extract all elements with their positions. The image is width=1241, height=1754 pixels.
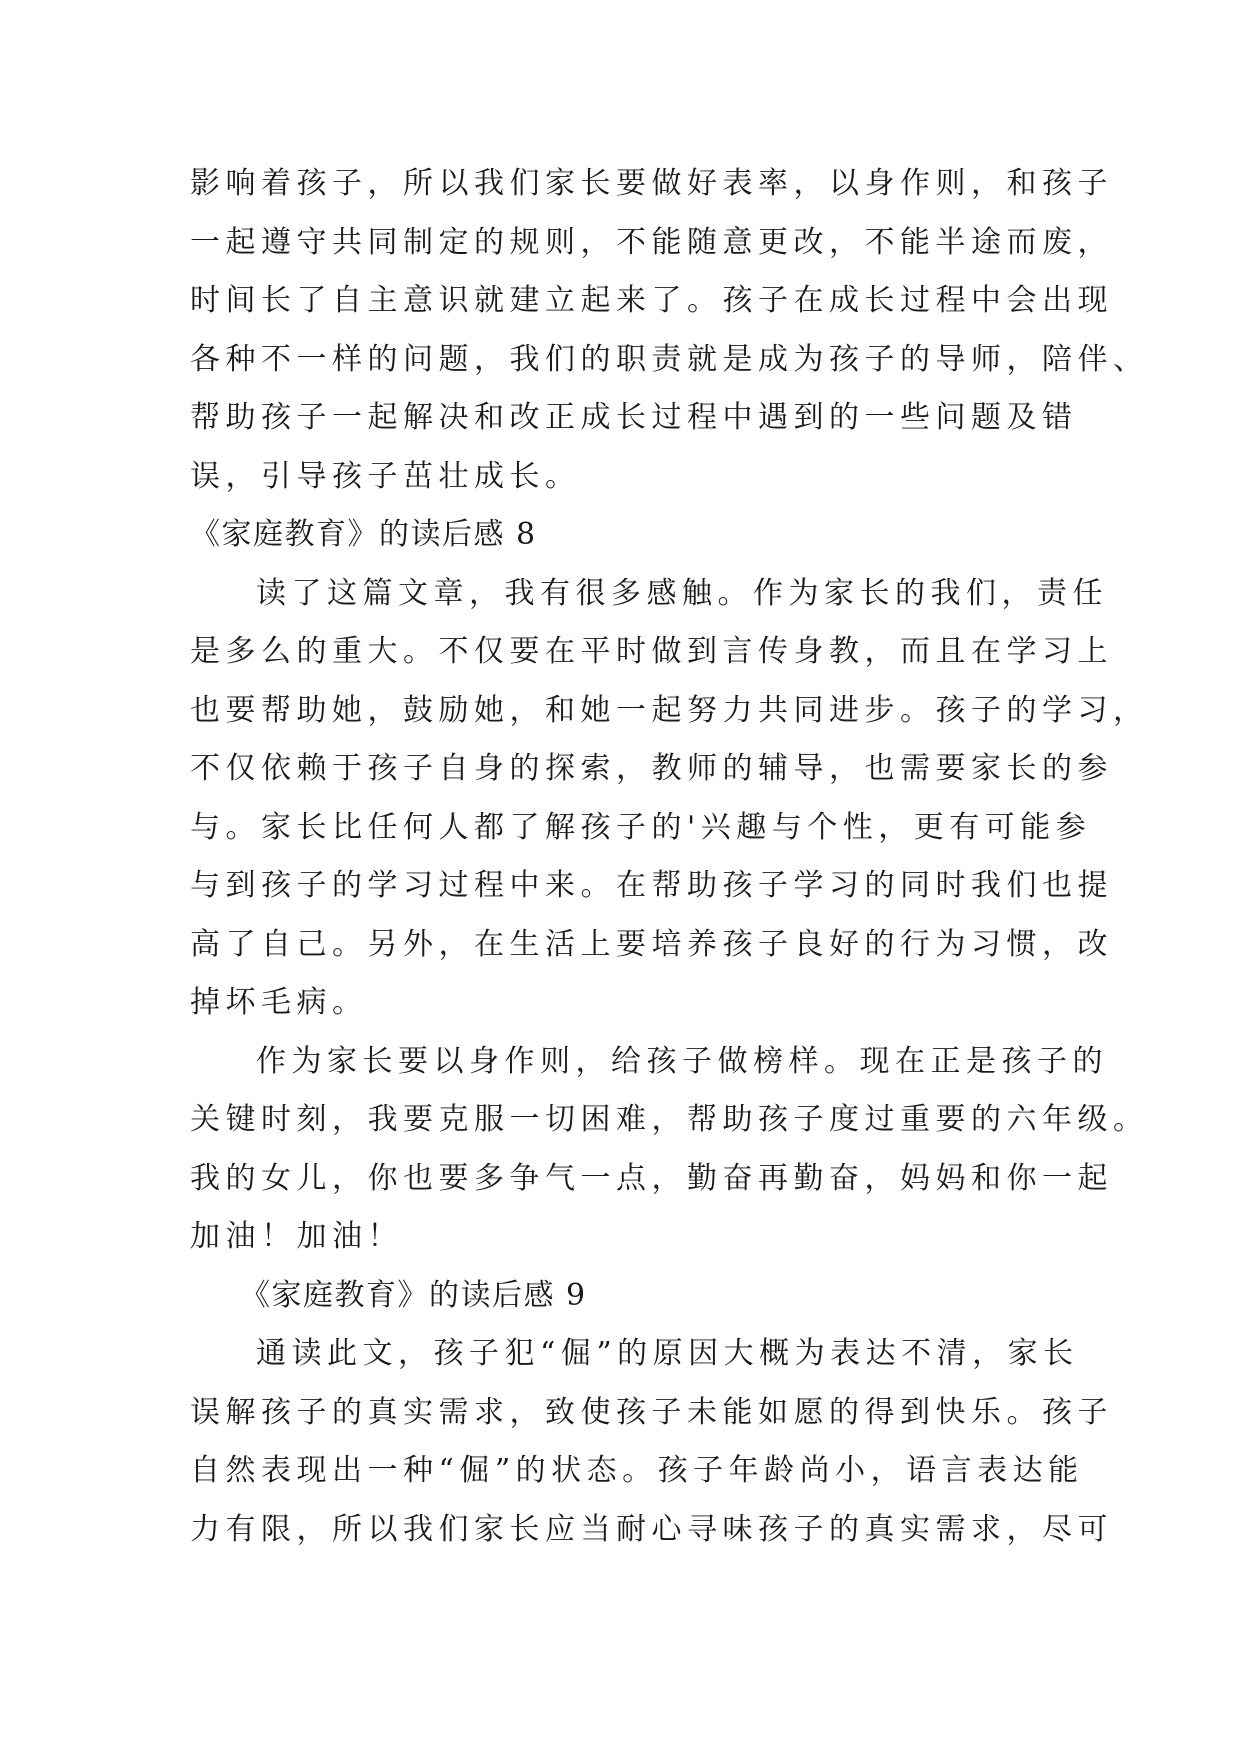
text-line: 作为家长要以身作则，给孩子做榜样。现在正是孩子的 [256, 1043, 1108, 1079]
text-line: 掉坏毛病。 [190, 985, 368, 1020]
section-heading-8: 《家庭教育》的读后感 8 [190, 517, 537, 552]
text-line: 误解孩子的真实需求，致使孩子未能如愿的得到快乐。孩子 [190, 1394, 1113, 1430]
text-line: 也要帮助她，鼓励她，和她一起努力共同进步。孩子的学习， [190, 692, 1149, 728]
text-line: 与到孩子的学习过程中来。在帮助孩子学习的同时我们也提 [190, 868, 1113, 903]
section-heading-9: 《家庭教育》的读后感 9 [240, 1277, 587, 1313]
text-line: 自然表现出一种“倔”的状态。孩子年龄尚小，语言表达能 [190, 1453, 1084, 1488]
text-line: 不仅依赖于孩子自身的探索，教师的辅导，也需要家长的参 [190, 751, 1113, 786]
text-line: 通读此文，孩子犯“倔”的原因大概为表达不清，家长 [256, 1336, 1079, 1371]
text-line: 我的女儿，你也要多争气一点，勤奋再勤奋，妈妈和你一起 [190, 1160, 1113, 1196]
text-line: 与。家长比任何人都了解孩子的'兴趣与个性，更有可能参 [190, 809, 1092, 845]
text-line: 时间长了自主意识就建立起来了。孩子在成长过程中会出现 [190, 283, 1113, 318]
document-page [190, 155, 1149, 1559]
text-line: 力有限，所以我们家长应当耐心寻味孩子的真实需求，尽可 [190, 1511, 1113, 1547]
text-line: 误，引导孩子茁壮成长。 [190, 458, 581, 494]
text-line: 高了自己。另外，在生活上要培养孩子良好的行为习惯，改 [190, 926, 1113, 962]
text-line: 读了这篇文章，我有很多感触。作为家长的我们，责任 [256, 575, 1108, 611]
paragraph-reflection-9 [190, 1325, 1113, 1559]
text-line: 关键时刻，我要克服一切困难，帮助孩子度过重要的六年级。 [190, 1102, 1149, 1137]
text-line: 帮助孩子一起解决和改正成长过程中遇到的一些问题及错 [190, 400, 1078, 435]
text-line: 一起遵守共同制定的规则，不能随意更改，不能半途而废， [190, 224, 1113, 260]
text-line: 是多么的重大。不仅要在平时做到言传身教，而且在学习上 [190, 634, 1113, 669]
text-line: 各种不一样的问题，我们的职责就是成为孩子的导师，陪伴、 [190, 341, 1149, 377]
paragraph-continuation [190, 155, 1149, 506]
paragraph-reflection-8b [190, 1033, 1149, 1267]
text-line: 影响着孩子，所以我们家长要做好表率，以身作则，和孩子 [190, 166, 1113, 201]
text-line: 加油！加油！ [190, 1219, 403, 1254]
paragraph-reflection-8a [190, 565, 1149, 1033]
